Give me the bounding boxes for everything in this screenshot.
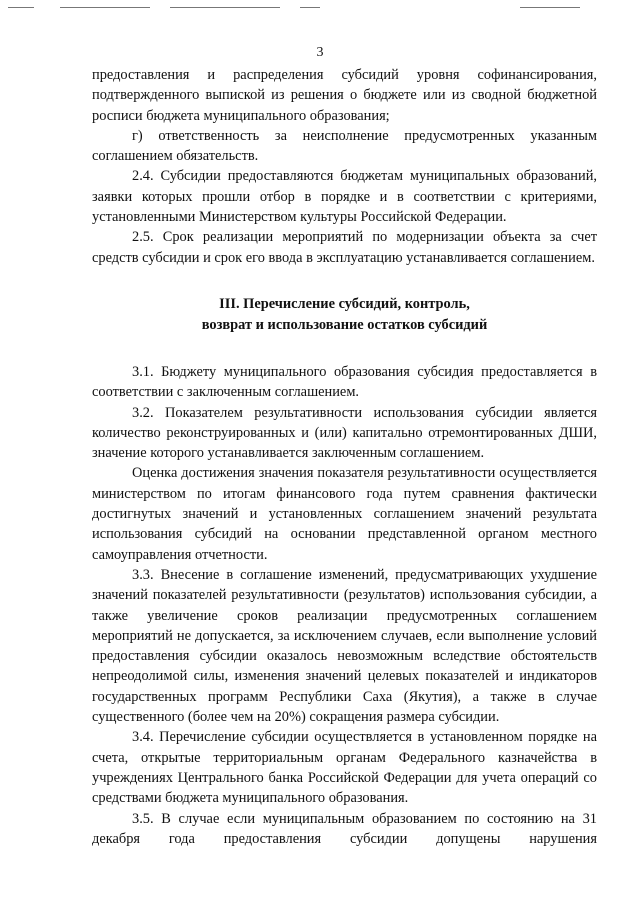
paragraph-item-g: г) ответственность за неисполнение предусмотренных указанным соглашением обязательств. bbox=[92, 127, 597, 165]
paragraph-evaluation: Оценка достижения значения показателя результативности осуществляется министерством по итогам финансового года путем сравнения фактически достигнутых значений и установленных соглашением значений результата использования субсидий на основании представленной органом местного самоуправления отчетности. bbox=[92, 465, 597, 563]
paragraph-intro-continuation: предоставления и распределения субсидий уровня софинансирования, подтвержденного выпиской из решения о бюджете или из сводной бюджетной росписи бюджета муниципального образования; bbox=[92, 67, 597, 124]
paragraph-2-4: 2.4. Субсидии предоставляются бюджетам муниципальных образований, заявки которых прошли отбор в порядке и в соответствии с критериями, установленными Министерством культуры Российской Федерации. bbox=[92, 168, 597, 226]
section-heading-line-1: III. Перечисление субсидий, контроль, bbox=[219, 295, 470, 312]
page-number: 3 bbox=[316, 45, 324, 60]
document-body bbox=[92, 65, 597, 849]
paragraph-3-1: 3.1. Бюджету муниципального образования субсидия предоставляется в соответствии с заключенным соглашением. bbox=[92, 363, 597, 401]
paragraph-2-5: 2.5. Срок реализации мероприятий по модернизации объекта за счет средств субсидии и срок его ввода в эксплуатацию устанавливается соглашением. bbox=[92, 229, 597, 266]
paragraph-3-2: 3.2. Показателем результативности использования субсидии является количество реконструированных и (или) капитально отремонтированных ДШИ, значение которого устанавливается заключенным соглашением. bbox=[92, 404, 597, 462]
section-heading bbox=[92, 294, 597, 336]
section-heading-line-2: возврат и использование остатков субсидий bbox=[201, 316, 488, 333]
paragraph-3-3: 3.3. Внесение в соглашение изменений, предусматривающих ухудшение значений показателей результативности (результатов) использования субсидии, а также увеличение сроков реализации предусмотренных соглашением мероприятий не допускается, за исключением случаев, если выполнение условий предоставления субсидии оказалось невозможным вследствие обстоятельств непреодолимой силы, изменения значений целевых показателей и индикаторов государственных программ Республики Саха (Якутия), а также в случае существенного (более чем на 20%) сокращения размера субсидии. bbox=[92, 566, 597, 726]
scan-artifact-lines bbox=[0, 7, 640, 10]
paragraph-3-5: 3.5. В случае если муниципальным образованием по состоянию на 31 декабря года предоставления субсидии допущены нарушения bbox=[92, 810, 597, 847]
paragraph-3-4: 3.4. Перечисление субсидии осуществляется в установленном порядке на счета, открытые территориальным органам Федерального казначейства в учреждениях Центрального банка Российской Федерации для учета операций со средствами бюджета муниципального образования. bbox=[92, 729, 597, 807]
